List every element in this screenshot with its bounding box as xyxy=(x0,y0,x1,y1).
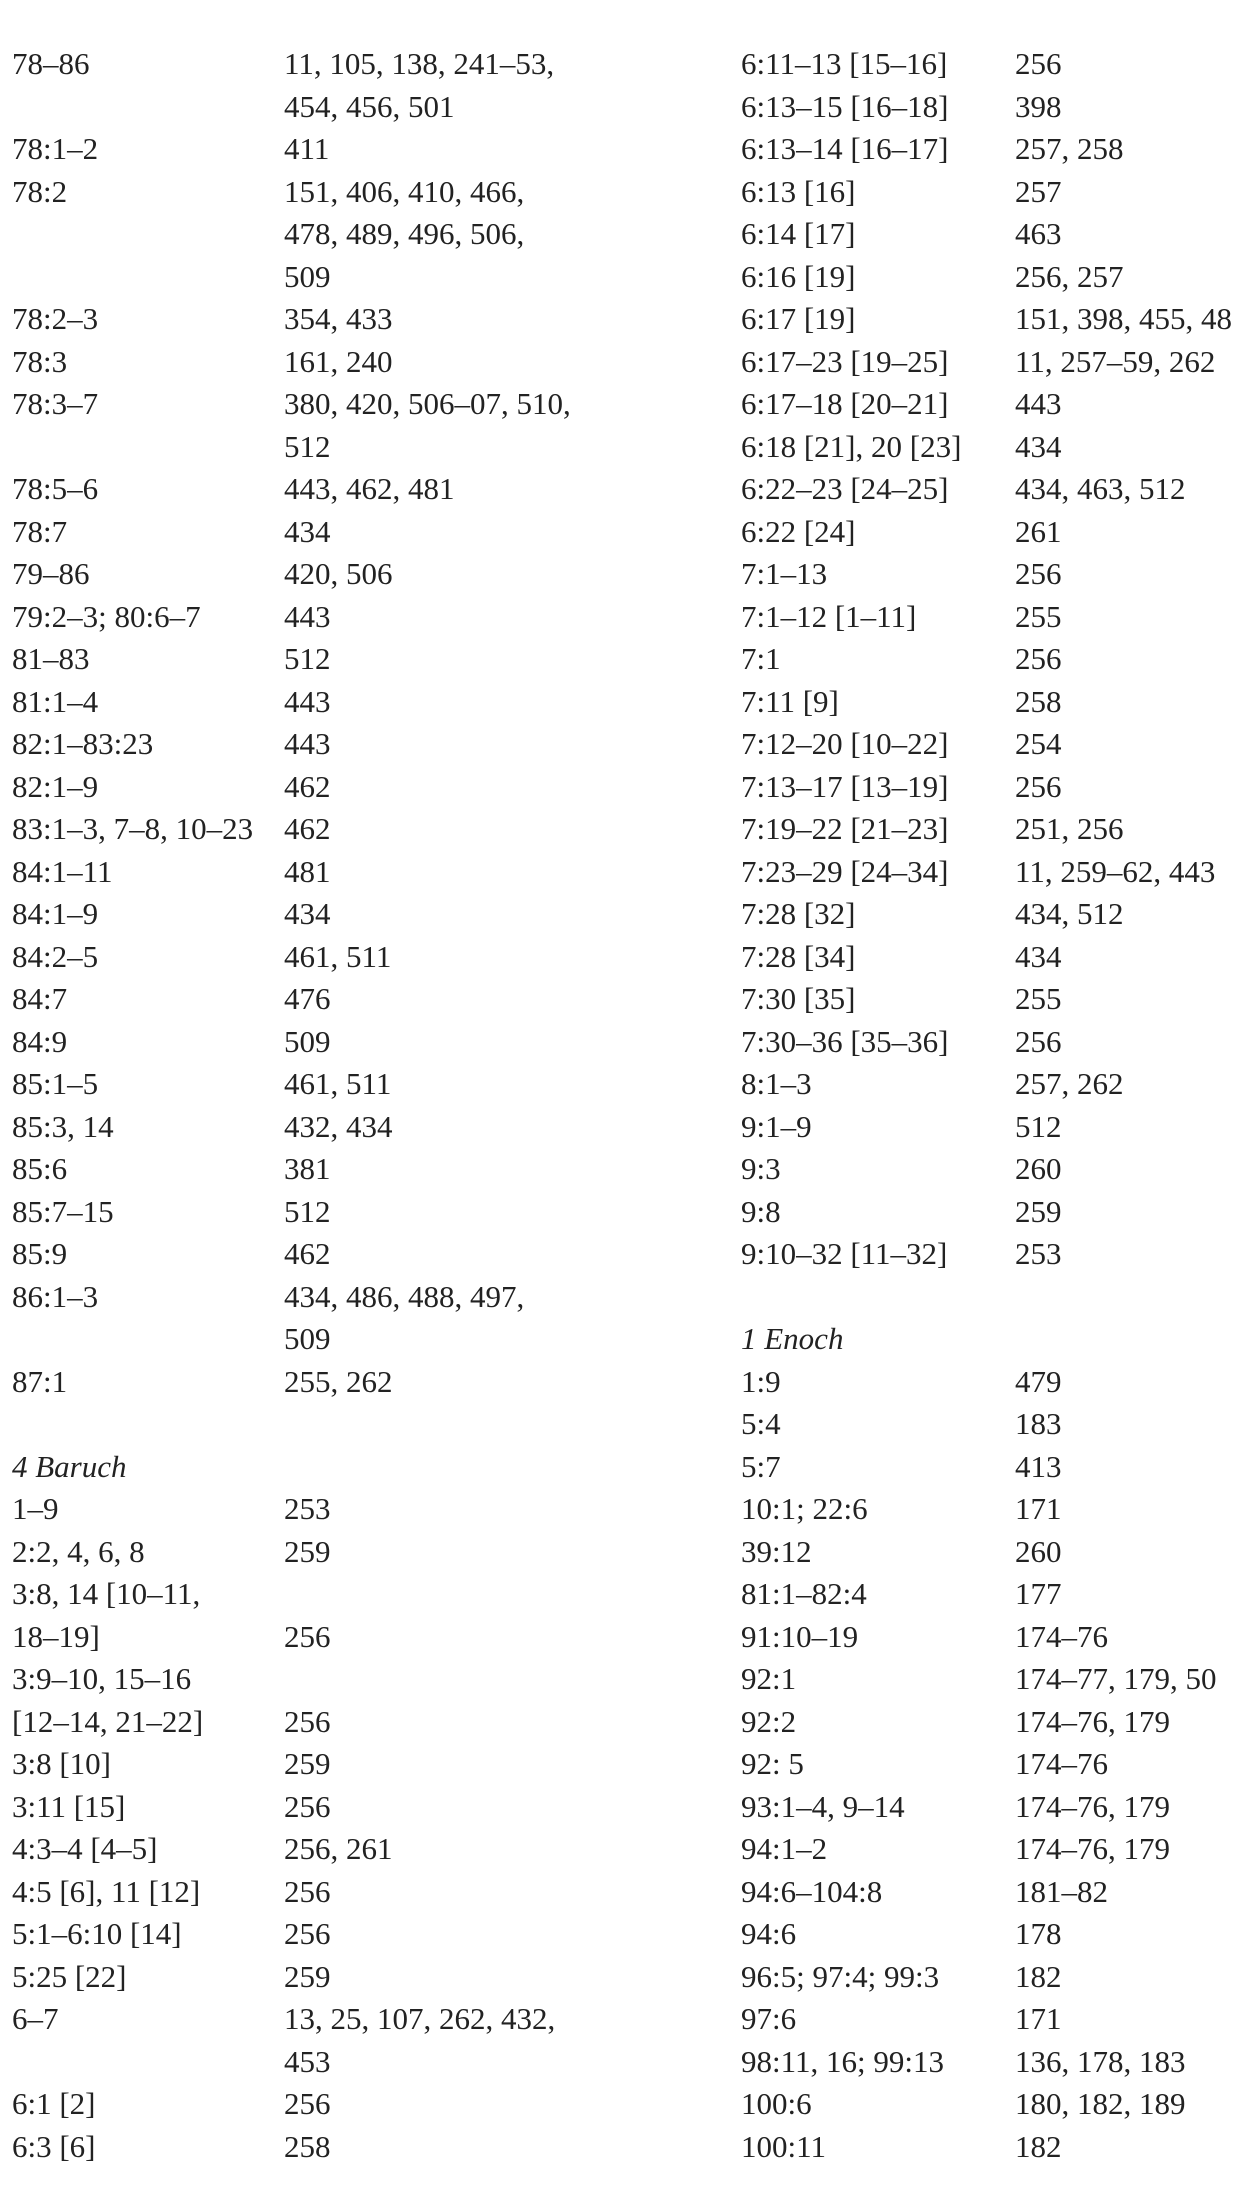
entry-reference: 85:7–15 xyxy=(12,1193,114,1229)
entry-pages: 256 xyxy=(1015,46,1062,81)
entry-reference: 85:3, 14 xyxy=(12,1108,114,1144)
entry-reference: 84:2–5 xyxy=(12,938,99,974)
entry-pages: 171 xyxy=(1015,2001,1062,2036)
entry-reference: 83:1–3, 7–8, 10–23 xyxy=(12,811,254,846)
entry-pages: 256 xyxy=(284,1873,331,1909)
entry-pages: 443 xyxy=(284,683,331,719)
entry-reference: 7:1 xyxy=(741,641,781,676)
entry-pages: 178 xyxy=(1015,1916,1062,1951)
entry-pages: 256 xyxy=(1015,641,1062,676)
entry-reference: 6:17–18 [20–21] xyxy=(741,386,949,421)
entry-reference: 96:5; 97:4; 99:3 xyxy=(741,1958,940,1994)
entry-reference: 6:11–13 [15–16] xyxy=(741,46,948,81)
entry-reference: 79:2–3; 80:6–7 xyxy=(12,598,201,634)
entry-pages: 434 xyxy=(284,896,331,931)
entry-pages: 136, 178, 183 xyxy=(1015,2043,1186,2079)
entry-pages: 256 xyxy=(284,1703,331,1739)
entry-reference: 7:1–13 xyxy=(741,556,828,591)
entry-pages: 254 xyxy=(1015,726,1062,761)
entry-pages: 479 xyxy=(1015,1363,1062,1399)
entry-pages: 182 xyxy=(1015,1958,1062,1994)
entry-pages: 255 xyxy=(1015,598,1062,634)
entry-reference: 78:7 xyxy=(12,513,68,549)
entry-reference: 81:1–4 xyxy=(12,683,99,719)
entry-pages: 177 xyxy=(1015,1576,1062,1611)
entry-reference: 9:10–32 [11–32] xyxy=(741,1236,948,1271)
entry-reference: [12–14, 21–22] xyxy=(12,1703,204,1739)
entry-reference: 94:6–104:8 xyxy=(741,1873,883,1909)
entry-reference: 18–19] xyxy=(12,1618,100,1654)
entry-pages: 258 xyxy=(284,2128,331,2164)
entry-reference: 78:3 xyxy=(12,343,68,379)
entry-reference: 5:1–6:10 [14] xyxy=(12,1916,182,1951)
entry-reference: 4:5 [6], 11 [12] xyxy=(12,1873,201,1909)
entry-pages: 453 xyxy=(284,2043,331,2079)
entry-reference: 2:2, 4, 6, 8 xyxy=(12,1533,145,1569)
entry-pages: 174–77, 179, 50 xyxy=(1015,1661,1217,1696)
entry-pages: 462 xyxy=(284,811,331,846)
entry-pages: 11, 257–59, 262 xyxy=(1015,343,1216,379)
entry-pages: 381 xyxy=(284,1151,331,1186)
entry-reference: 6:16 [19] xyxy=(741,258,856,294)
entry-reference: 100:6 xyxy=(741,2086,812,2121)
entry-reference: 82:1–9 xyxy=(12,768,99,804)
entry-pages: 443, 462, 481 xyxy=(284,471,455,506)
entry-reference: 7:19–22 [21–23] xyxy=(741,811,949,846)
entry-pages: 183 xyxy=(1015,1406,1062,1441)
entry-reference: 10:1; 22:6 xyxy=(741,1491,868,1526)
entry-reference: 6:17–23 [19–25] xyxy=(741,343,949,379)
entry-reference: 6:13–14 [16–17] xyxy=(741,131,949,166)
entry-pages: 443 xyxy=(284,726,331,761)
entry-pages: 259 xyxy=(284,1533,331,1569)
entry-reference: 92: 5 xyxy=(741,1746,804,1781)
entry-reference: 7:30–36 [35–36] xyxy=(741,1023,949,1059)
entry-pages: 257, 262 xyxy=(1015,1066,1124,1101)
entry-pages: 260 xyxy=(1015,1533,1062,1569)
entry-pages: 256 xyxy=(284,1916,331,1951)
entry-pages: 398 xyxy=(1015,88,1062,124)
entry-reference: 85:1–5 xyxy=(12,1066,99,1101)
entry-pages: 253 xyxy=(284,1491,331,1526)
entry-pages: 256 xyxy=(1015,556,1062,591)
entry-reference: 5:25 [22] xyxy=(12,1958,127,1994)
entry-reference: 3:8 [10] xyxy=(12,1746,112,1781)
entry-reference: 1–9 xyxy=(12,1491,59,1526)
entry-pages: 509 xyxy=(284,258,331,294)
entry-pages: 478, 489, 496, 506, xyxy=(284,216,525,251)
entry-pages: 512 xyxy=(1015,1108,1062,1144)
entry-pages: 174–76, 179 xyxy=(1015,1788,1170,1824)
entry-reference: 7:28 [34] xyxy=(741,938,856,974)
entry-pages: 434, 512 xyxy=(1015,896,1124,931)
entry-reference: 39:12 xyxy=(741,1533,812,1569)
entry-pages: 256 xyxy=(284,2086,331,2121)
entry-pages: 256, 261 xyxy=(284,1831,393,1866)
entry-reference: 92:1 xyxy=(741,1661,797,1696)
entry-reference: 85:6 xyxy=(12,1151,68,1186)
entry-reference: 3:9–10, 15–16 xyxy=(12,1661,192,1696)
entry-pages: 256 xyxy=(284,1788,331,1824)
entry-pages: 512 xyxy=(284,428,331,464)
entry-pages: 461, 511 xyxy=(284,938,392,974)
entry-pages: 259 xyxy=(284,1746,331,1781)
entry-reference: 98:11, 16; 99:13 xyxy=(741,2043,944,2079)
entry-pages: 259 xyxy=(1015,1193,1062,1229)
entry-pages: 182 xyxy=(1015,2128,1062,2164)
entry-reference: 79–86 xyxy=(12,556,90,591)
entry-pages: 256 xyxy=(1015,1023,1062,1059)
entry-pages: 259 xyxy=(284,1958,331,1994)
entry-reference: 84:1–9 xyxy=(12,896,99,931)
entry-pages: 434, 486, 488, 497, xyxy=(284,1278,525,1314)
entry-pages: 432, 434 xyxy=(284,1108,393,1144)
section-heading-label: 4 Baruch xyxy=(12,1448,127,1484)
entry-reference: 7:30 [35] xyxy=(741,981,856,1016)
entry-reference: 6:13 [16] xyxy=(741,173,856,209)
entry-reference: 91:10–19 xyxy=(741,1618,859,1654)
entry-pages: 420, 506 xyxy=(284,556,393,591)
entry-reference: 9:1–9 xyxy=(741,1108,812,1144)
entry-pages: 411 xyxy=(284,131,330,166)
entry-reference: 6:1 [2] xyxy=(12,2086,96,2121)
entry-pages: 461, 511 xyxy=(284,1066,392,1101)
entry-reference: 6:22–23 [24–25] xyxy=(741,471,949,506)
entry-pages: 256 xyxy=(284,1618,331,1654)
entry-reference: 93:1–4, 9–14 xyxy=(741,1788,905,1824)
entry-reference: 92:2 xyxy=(741,1703,797,1739)
section-heading-label: 1 Enoch xyxy=(741,1321,844,1356)
entry-reference: 78:2 xyxy=(12,173,68,209)
entry-reference: 7:28 [32] xyxy=(741,896,856,931)
entry-reference: 84:9 xyxy=(12,1023,68,1059)
entry-pages: 463 xyxy=(1015,216,1062,251)
entry-reference: 3:11 [15] xyxy=(12,1788,126,1824)
entry-pages: 255, 262 xyxy=(284,1363,393,1399)
entry-pages: 174–76 xyxy=(1015,1618,1108,1654)
entry-pages: 509 xyxy=(284,1321,331,1356)
entry-pages: 253 xyxy=(1015,1236,1062,1271)
entry-pages: 476 xyxy=(284,981,331,1016)
entry-pages: 11, 259–62, 443 xyxy=(1015,853,1216,889)
entry-pages: 434, 463, 512 xyxy=(1015,471,1186,506)
entry-reference: 78:3–7 xyxy=(12,386,99,421)
entry-pages: 255 xyxy=(1015,981,1062,1016)
entry-reference: 6:13–15 [16–18] xyxy=(741,88,949,124)
entry-pages: 174–76, 179 xyxy=(1015,1703,1170,1739)
entry-pages: 174–76 xyxy=(1015,1746,1108,1781)
entry-reference: 6:14 [17] xyxy=(741,216,856,251)
entry-reference: 81:1–82:4 xyxy=(741,1576,867,1611)
entry-reference: 8:1–3 xyxy=(741,1066,812,1101)
entry-reference: 78:2–3 xyxy=(12,301,99,336)
entry-pages: 260 xyxy=(1015,1151,1062,1186)
entry-reference: 82:1–83:23 xyxy=(12,726,154,761)
entry-pages: 180, 182, 189 xyxy=(1015,2086,1186,2121)
entry-pages: 413 xyxy=(1015,1448,1062,1484)
entry-reference: 6–7 xyxy=(12,2001,59,2036)
entry-pages: 257 xyxy=(1015,173,1062,209)
entry-reference: 87:1 xyxy=(12,1363,68,1399)
entry-reference: 5:4 xyxy=(741,1406,781,1441)
entry-pages: 251, 256 xyxy=(1015,811,1124,846)
entry-reference: 6:3 [6] xyxy=(12,2128,96,2164)
entry-pages: 354, 433 xyxy=(284,301,393,336)
entry-pages: 454, 456, 501 xyxy=(284,88,455,124)
entry-reference: 6:22 [24] xyxy=(741,513,856,549)
entry-reference: 86:1–3 xyxy=(12,1278,99,1314)
entry-reference: 85:9 xyxy=(12,1236,68,1271)
entry-pages: 161, 240 xyxy=(284,343,393,379)
entry-pages: 171 xyxy=(1015,1491,1062,1526)
entry-pages: 256, 257 xyxy=(1015,258,1124,294)
entry-reference: 100:11 xyxy=(741,2128,826,2164)
entry-reference: 9:3 xyxy=(741,1151,781,1186)
entry-reference: 94:6 xyxy=(741,1916,797,1951)
entry-reference: 6:17 [19] xyxy=(741,301,856,336)
entry-reference: 1:9 xyxy=(741,1363,781,1399)
entry-pages: 151, 406, 410, 466, xyxy=(284,173,525,209)
entry-reference: 94:1–2 xyxy=(741,1831,828,1866)
entry-pages: 512 xyxy=(284,1193,331,1229)
entry-pages: 181–82 xyxy=(1015,1873,1108,1909)
entry-pages: 462 xyxy=(284,1236,331,1271)
entry-reference: 78–86 xyxy=(12,46,90,81)
entry-reference: 7:1–12 [1–11] xyxy=(741,598,917,634)
entry-pages: 261 xyxy=(1015,513,1062,549)
entry-pages: 462 xyxy=(284,768,331,804)
entry-pages: 434 xyxy=(284,513,331,549)
entry-pages: 434 xyxy=(1015,938,1062,974)
entry-reference: 84:1–11 xyxy=(12,853,113,889)
entry-pages: 258 xyxy=(1015,683,1062,719)
entry-reference: 7:13–17 [13–19] xyxy=(741,768,949,804)
entry-pages: 257, 258 xyxy=(1015,131,1124,166)
entry-reference: 9:8 xyxy=(741,1193,781,1229)
entry-pages: 443 xyxy=(284,598,331,634)
entry-pages: 434 xyxy=(1015,428,1062,464)
entry-pages: 380, 420, 506–07, 510, xyxy=(284,386,571,421)
entry-pages: 13, 25, 107, 262, 432, xyxy=(284,2001,556,2036)
entry-pages: 481 xyxy=(284,853,331,889)
entry-reference: 81–83 xyxy=(12,641,90,676)
entry-pages: 11, 105, 138, 241–53, xyxy=(284,46,555,81)
entry-reference: 78:5–6 xyxy=(12,471,99,506)
entry-reference: 97:6 xyxy=(741,2001,797,2036)
entry-pages: 509 xyxy=(284,1023,331,1059)
entry-pages: 512 xyxy=(284,641,331,676)
entry-reference: 5:7 xyxy=(741,1448,781,1484)
entry-reference: 7:11 [9] xyxy=(741,683,839,719)
entry-reference: 7:12–20 [10–22] xyxy=(741,726,949,761)
entry-pages: 151, 398, 455, 48 xyxy=(1015,301,1232,336)
entry-pages: 443 xyxy=(1015,386,1062,421)
entry-reference: 3:8, 14 [10–11, xyxy=(12,1576,201,1611)
entry-pages: 174–76, 179 xyxy=(1015,1831,1170,1866)
entry-pages: 256 xyxy=(1015,768,1062,804)
entry-reference: 6:18 [21], 20 [23] xyxy=(741,428,962,464)
entry-reference: 84:7 xyxy=(12,981,68,1016)
entry-reference: 7:23–29 [24–34] xyxy=(741,853,949,889)
entry-reference: 78:1–2 xyxy=(12,131,99,166)
entry-reference: 4:3–4 [4–5] xyxy=(12,1831,158,1866)
